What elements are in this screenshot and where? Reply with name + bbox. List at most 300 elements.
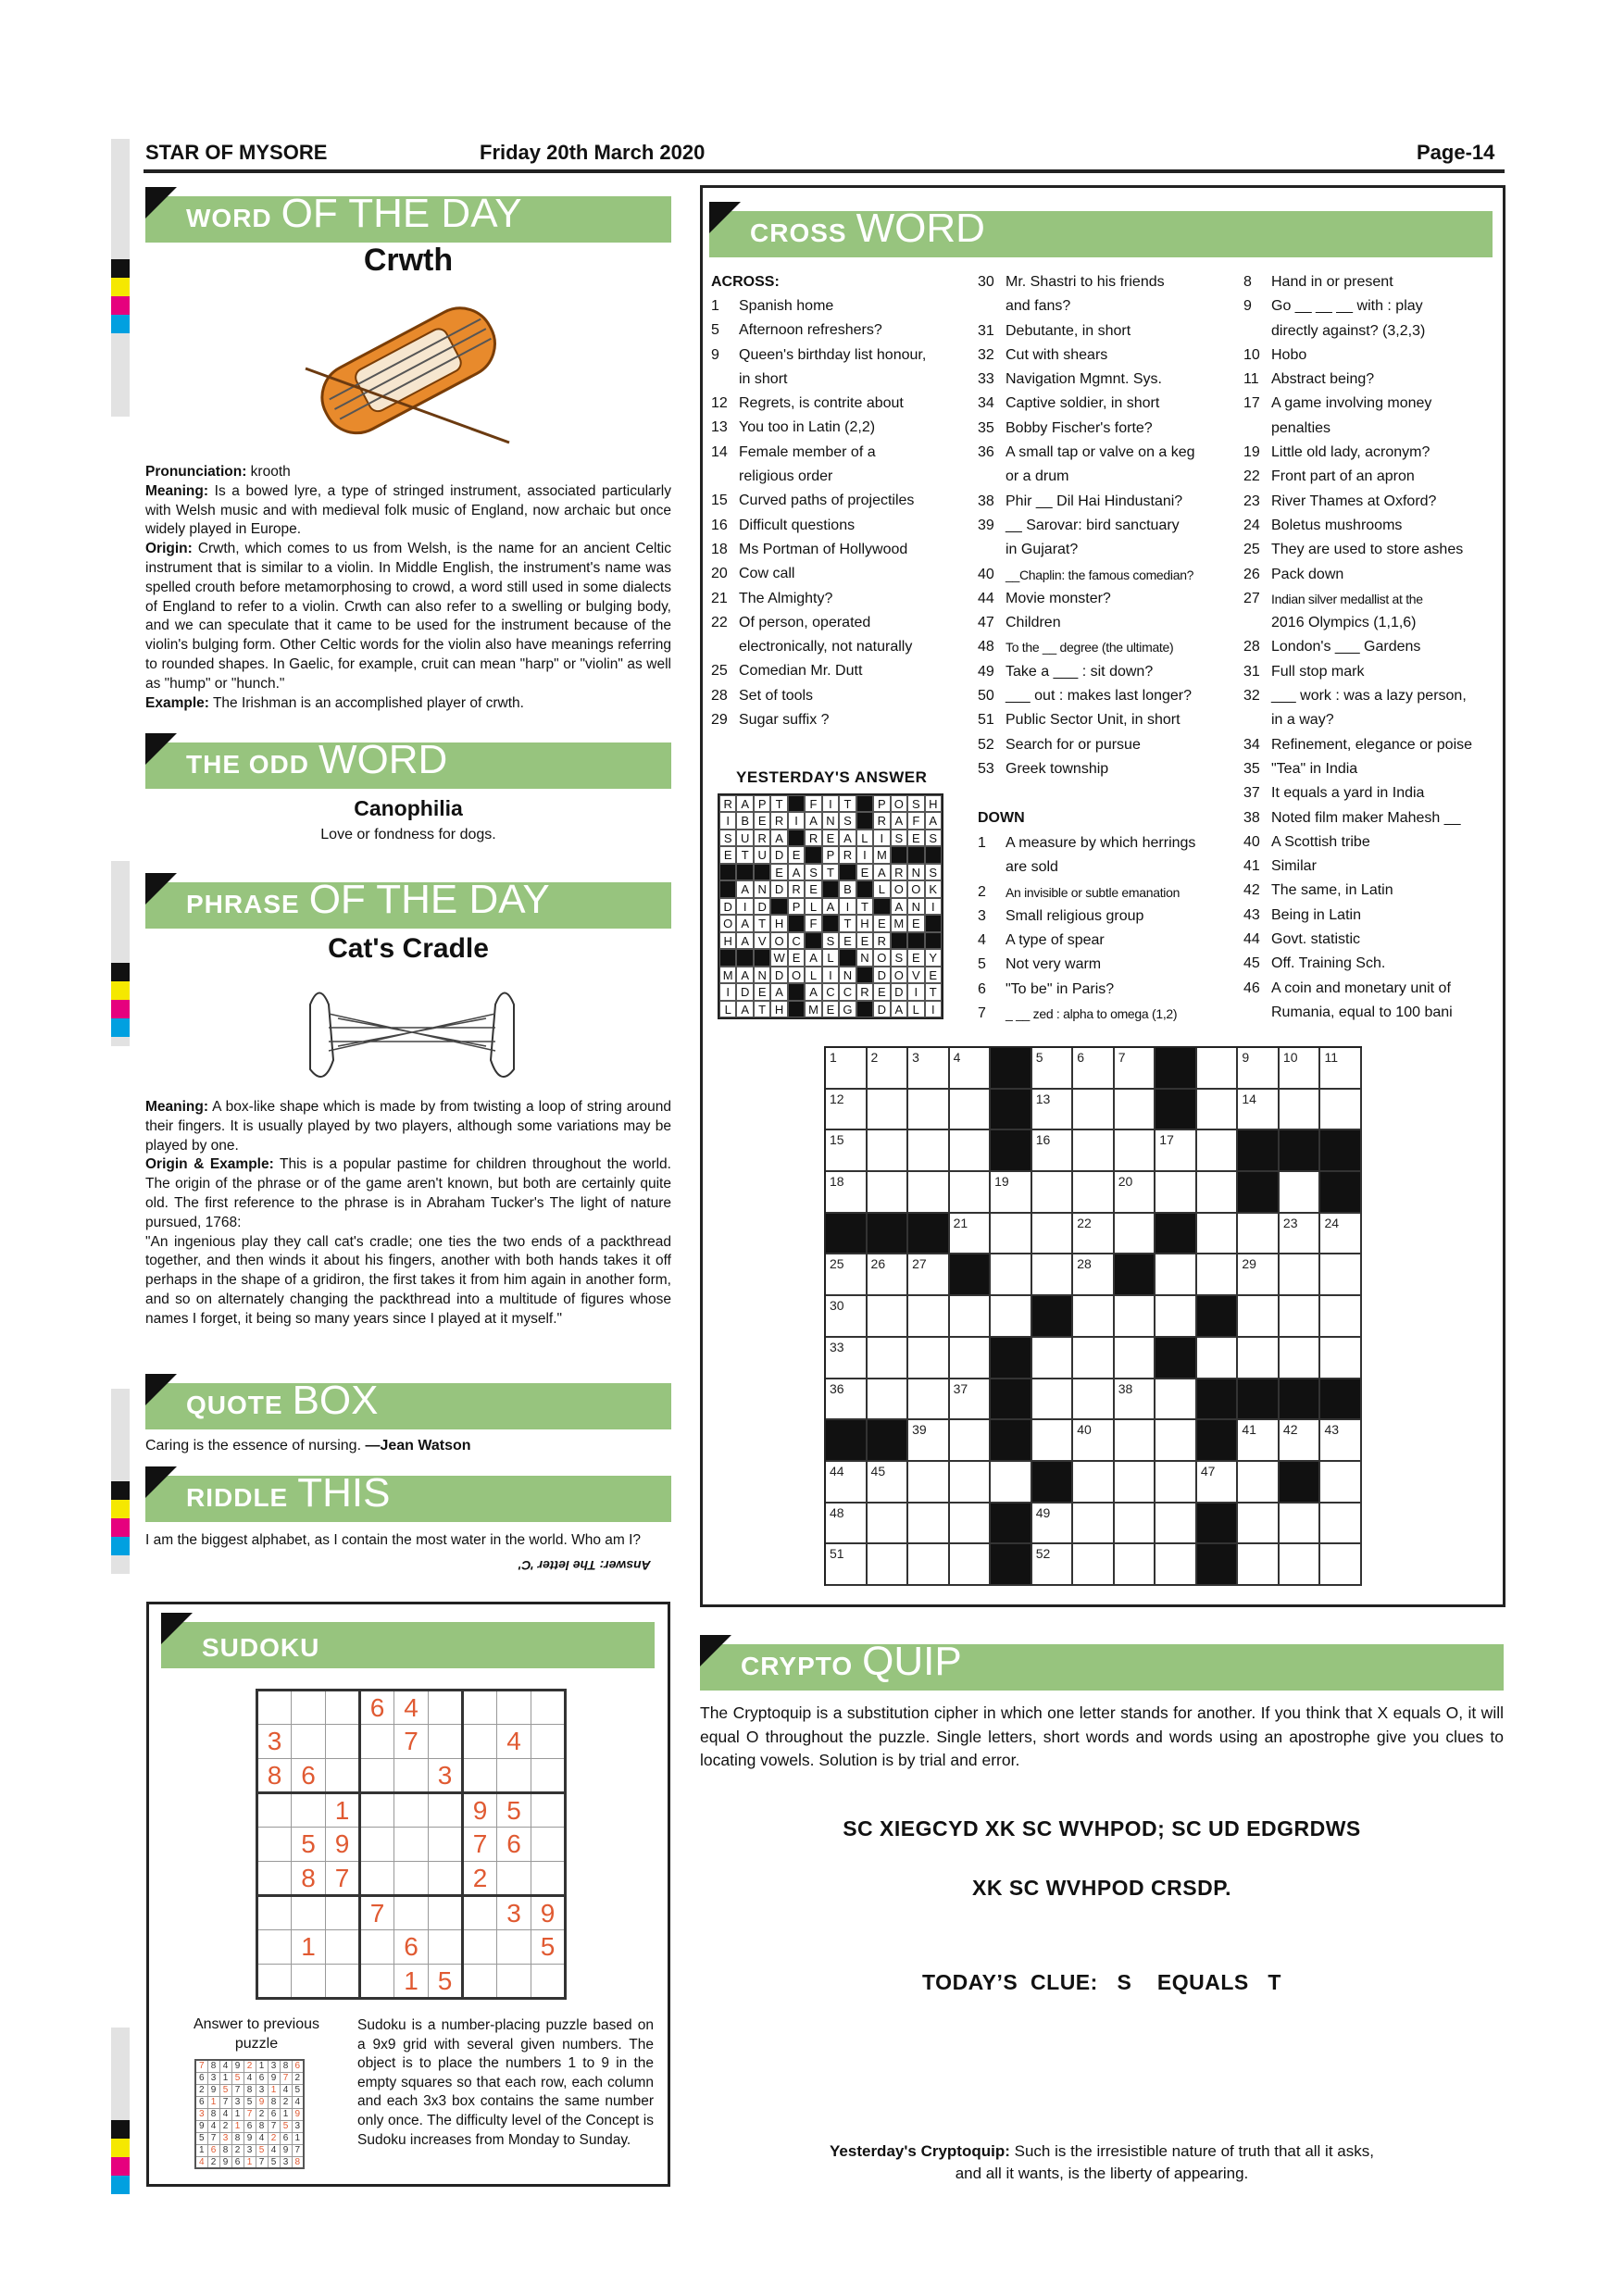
sudoku-cell[interactable] (497, 1965, 531, 1999)
color-marks-2 (111, 963, 130, 1037)
crossword-cell[interactable] (1156, 1420, 1197, 1462)
word-title: Crwth (363, 243, 454, 278)
sudoku-cell[interactable]: 2 (463, 1862, 497, 1896)
crossword-block (1238, 1379, 1280, 1421)
crossword-cell[interactable] (1197, 1338, 1239, 1379)
crossword-cell[interactable]: 15 (826, 1130, 868, 1172)
crossword-cell[interactable]: 25 (826, 1254, 868, 1296)
sudoku-cell[interactable]: 8 (292, 1862, 326, 1896)
crossword-cell[interactable] (1073, 1462, 1115, 1504)
sudoku-cell[interactable]: 6 (394, 1930, 429, 1965)
yesterday-cell (719, 864, 736, 880)
sudoku-grid[interactable] (256, 1689, 567, 2000)
sudoku-cell[interactable] (531, 1965, 566, 1999)
prev-sudoku-cell: 4 (219, 2060, 231, 2072)
sudoku-cell[interactable] (360, 1930, 394, 1965)
sudoku-cell[interactable] (257, 1828, 292, 1862)
crossword-cell[interactable] (1197, 1172, 1239, 1214)
crossword-cell[interactable] (868, 1090, 909, 1131)
sudoku-cell[interactable]: 4 (497, 1725, 531, 1759)
clue-text: Sugar suffix ? (739, 712, 830, 729)
sudoku-cell[interactable] (360, 1965, 394, 1999)
sudoku-cell[interactable]: 1 (326, 1793, 360, 1828)
sudoku-cell[interactable] (394, 1759, 429, 1793)
crossword-cell[interactable]: 29 (1238, 1254, 1280, 1296)
crossword-cell[interactable] (1280, 1544, 1321, 1586)
prev-sudoku-cell: 2 (268, 2132, 280, 2144)
crossword-cell[interactable] (1032, 1254, 1074, 1296)
clue-number: 4 (978, 932, 986, 949)
crossword-cell[interactable]: 52 (1032, 1544, 1074, 1586)
crossword-cell[interactable]: 40 (1073, 1420, 1115, 1462)
sudoku-cell[interactable] (326, 1930, 360, 1965)
sudoku-cell[interactable]: 3 (257, 1725, 292, 1759)
sudoku-cell[interactable] (429, 1691, 463, 1725)
crossword-cell[interactable] (868, 1172, 909, 1214)
crossword-cell[interactable] (1238, 1504, 1280, 1545)
crossword-cell[interactable]: 14 (1238, 1090, 1280, 1131)
crossword-cell[interactable]: 39 (908, 1420, 950, 1462)
sudoku-cell[interactable] (463, 1930, 497, 1965)
crossword-block (1238, 1130, 1280, 1172)
crossword-cell[interactable] (1115, 1544, 1156, 1586)
yesterday-cell: R (770, 812, 787, 829)
crossword-cell[interactable] (1032, 1338, 1074, 1379)
prev-sudoku-cell: 5 (256, 2144, 268, 2156)
crossword-cell[interactable] (1197, 1254, 1239, 1296)
yesterday-cell: I (873, 830, 890, 846)
crossword-cell[interactable]: 43 (1320, 1420, 1362, 1462)
clue-text: An invisible or subtle emanation (1006, 884, 1181, 900)
sudoku-cell[interactable] (257, 1930, 292, 1965)
clue-number (1243, 319, 1271, 343)
crossword-grid[interactable] (824, 1046, 1362, 1586)
phrase-banner: PHRASE OF THE DAY (145, 882, 671, 929)
crossword-cell[interactable] (1115, 1296, 1156, 1338)
sudoku-cell[interactable] (394, 1828, 429, 1862)
crossword-cell[interactable] (1073, 1379, 1115, 1421)
crossword-cell[interactable] (908, 1296, 950, 1338)
crossword-cell[interactable]: 48 (826, 1504, 868, 1545)
clue-row (1243, 538, 1503, 562)
prev-sudoku-cell: 7 (219, 2096, 231, 2108)
crossword-cell[interactable]: 28 (1073, 1254, 1115, 1296)
sudoku-cell[interactable]: 1 (394, 1965, 429, 1999)
sudoku-cell[interactable]: 7 (360, 1896, 394, 1930)
sudoku-cell[interactable] (497, 1691, 531, 1725)
crossword-cell[interactable]: 47 (1197, 1462, 1239, 1504)
crossword-cell[interactable] (991, 1462, 1032, 1504)
crossword-cell[interactable]: 44 (826, 1462, 868, 1504)
clue-text: Indian silver medallist at the (1271, 591, 1423, 606)
clue-number (1243, 708, 1271, 732)
crossword-cell[interactable] (1073, 1544, 1115, 1586)
sudoku-cell[interactable] (257, 1862, 292, 1896)
clue-row (1243, 781, 1503, 805)
sudoku-cell[interactable] (463, 1691, 497, 1725)
clue-number: 20 (711, 566, 728, 582)
crossword-cell[interactable] (1156, 1504, 1197, 1545)
yesterday-cell: M (891, 915, 907, 931)
crossword-cell[interactable] (1320, 1338, 1362, 1379)
crossword-cell[interactable]: 33 (826, 1338, 868, 1379)
sudoku-cell[interactable]: 7 (326, 1862, 360, 1896)
crossword-cell[interactable] (868, 1379, 909, 1421)
crossword-cell[interactable]: 24 (1320, 1214, 1362, 1255)
crossword-block (1156, 1338, 1197, 1379)
sudoku-cell[interactable]: 6 (497, 1828, 531, 1862)
sudoku-cell[interactable] (360, 1725, 394, 1759)
across-clues-col2 (978, 270, 1228, 781)
sudoku-cell[interactable] (292, 1793, 326, 1828)
clue-text: Search for or pursue (1006, 736, 1141, 753)
crossword-cell[interactable] (1032, 1214, 1074, 1255)
crossword-cell[interactable]: 2 (868, 1048, 909, 1090)
yesterday-cell: A (822, 898, 839, 915)
sudoku-cell[interactable]: 6 (292, 1759, 326, 1793)
prev-sudoku-cell: 1 (268, 2084, 280, 2096)
sudoku-cell[interactable] (497, 1759, 531, 1793)
sudoku-cell[interactable]: 1 (292, 1930, 326, 1965)
yesterday-cell (873, 898, 890, 915)
prev-sudoku-cell: 1 (219, 2072, 231, 2084)
crossword-cell[interactable] (1032, 1420, 1074, 1462)
sudoku-cell[interactable] (429, 1862, 463, 1896)
page-number: Page-14 (1417, 141, 1495, 164)
clue-row (1243, 830, 1503, 855)
crossword-cell[interactable] (908, 1090, 950, 1131)
clue-row (978, 611, 1228, 635)
clue-number (711, 368, 739, 392)
yesterday-cell: N (754, 967, 770, 983)
sudoku-cell[interactable]: 9 (531, 1896, 566, 1930)
sudoku-cell[interactable] (292, 1725, 326, 1759)
corner-marker (145, 733, 177, 765)
sudoku-cell[interactable]: 7 (463, 1828, 497, 1862)
crossword-cell[interactable]: 30 (826, 1296, 868, 1338)
clue-number: 13 (711, 419, 728, 436)
crossword-cell[interactable] (950, 1462, 992, 1504)
crossword-cell[interactable]: 6 (1073, 1048, 1115, 1090)
sudoku-cell[interactable] (497, 1930, 531, 1965)
sudoku-cell[interactable] (531, 1793, 566, 1828)
yesterday-cell: D (736, 983, 753, 1000)
sudoku-cell[interactable] (531, 1759, 566, 1793)
crossword-cell[interactable]: 9 (1238, 1048, 1280, 1090)
sudoku-cell[interactable] (429, 1828, 463, 1862)
crossword-cell[interactable] (1197, 1130, 1239, 1172)
crossword-cell[interactable] (1238, 1544, 1280, 1586)
crossword-cell[interactable]: 49 (1032, 1504, 1074, 1545)
crossword-cell[interactable] (950, 1544, 992, 1586)
crossword-cell[interactable] (1073, 1090, 1115, 1131)
crossword-cell[interactable] (1197, 1214, 1239, 1255)
crossword-cell[interactable] (991, 1254, 1032, 1296)
crossword-cell[interactable] (868, 1544, 909, 1586)
crossword-cell[interactable] (950, 1296, 992, 1338)
crossword-cell[interactable]: 19 (991, 1172, 1032, 1214)
crossword-cell[interactable] (1320, 1090, 1362, 1131)
yesterday-cell: I (907, 983, 924, 1000)
sudoku-cell[interactable] (531, 1828, 566, 1862)
clue-row (1243, 294, 1503, 318)
sudoku-cell[interactable] (257, 1793, 292, 1828)
crossword-cell[interactable] (1032, 1379, 1074, 1421)
crossword-cell[interactable]: 7 (1115, 1048, 1156, 1090)
crossword-cell[interactable]: 4 (950, 1048, 992, 1090)
crossword-cell[interactable] (1280, 1296, 1321, 1338)
clue-row (1243, 392, 1503, 416)
clue-row (1243, 855, 1503, 879)
crossword-cell[interactable]: 10 (1280, 1048, 1321, 1090)
sudoku-cell[interactable] (463, 1965, 497, 1999)
crossword-cell[interactable] (868, 1338, 909, 1379)
crossword-cell[interactable] (1115, 1130, 1156, 1172)
yesterday-cell: R (839, 846, 856, 863)
sudoku-cell[interactable] (531, 1725, 566, 1759)
crossword-cell[interactable] (1156, 1254, 1197, 1296)
crossword-block (991, 1544, 1032, 1586)
crossword-cell[interactable] (1320, 1296, 1362, 1338)
sudoku-cell[interactable] (394, 1862, 429, 1896)
sudoku-cell[interactable] (429, 1793, 463, 1828)
sudoku-cell[interactable]: 3 (429, 1759, 463, 1793)
sudoku-cell[interactable] (360, 1759, 394, 1793)
yesterday-cell: L (856, 830, 873, 846)
crossword-cell[interactable] (1115, 1214, 1156, 1255)
clue-row (711, 392, 961, 416)
clue-number: 14 (711, 443, 728, 460)
prev-sudoku-cell: 1 (231, 2120, 244, 2132)
crossword-cell[interactable] (950, 1504, 992, 1545)
crossword-cell[interactable] (1156, 1296, 1197, 1338)
sudoku-cell[interactable] (326, 1725, 360, 1759)
sudoku-cell[interactable]: 8 (257, 1759, 292, 1793)
crossword-cell[interactable]: 23 (1280, 1214, 1321, 1255)
crossword-cell[interactable] (991, 1296, 1032, 1338)
clue-text: Curved paths of projectiles (739, 493, 915, 509)
sudoku-cell[interactable]: 9 (326, 1828, 360, 1862)
sudoku-cell[interactable] (429, 1725, 463, 1759)
clue-row (978, 660, 1228, 684)
crossword-cell[interactable]: 36 (826, 1379, 868, 1421)
crossword-cell[interactable] (1156, 1462, 1197, 1504)
crossword-cell[interactable] (908, 1504, 950, 1545)
sudoku-cell[interactable] (429, 1930, 463, 1965)
yesterday-cell (839, 864, 856, 880)
clue-text: __Chaplin: the famous comedian? (1006, 567, 1194, 582)
crossword-cell[interactable] (1320, 1504, 1362, 1545)
crossword-banner: CROSS WORD (709, 211, 1493, 257)
paper-name: STAR OF MYSORE (145, 141, 328, 164)
sudoku-cell[interactable] (531, 1862, 566, 1896)
crossword-cell[interactable] (908, 1379, 950, 1421)
sudoku-cell[interactable] (326, 1896, 360, 1930)
crossword-cell[interactable] (1156, 1544, 1197, 1586)
masthead-rule (144, 169, 1505, 173)
crossword-cell[interactable] (950, 1420, 992, 1462)
crossword-cell[interactable]: 11 (1320, 1048, 1362, 1090)
sudoku-cell[interactable] (463, 1725, 497, 1759)
yesterday-cell: E (907, 949, 924, 966)
clue-text: The same, in Latin (1271, 882, 1393, 899)
crossword-cell[interactable] (868, 1130, 909, 1172)
clue-row (1243, 660, 1503, 684)
sudoku-cell[interactable] (463, 1896, 497, 1930)
sudoku-cell[interactable]: 9 (463, 1793, 497, 1828)
prev-sudoku-cell: 4 (256, 2132, 268, 2144)
sudoku-cell[interactable] (463, 1759, 497, 1793)
sudoku-cell[interactable] (497, 1862, 531, 1896)
crossword-cell[interactable]: 22 (1073, 1214, 1115, 1255)
crossword-cell[interactable]: 41 (1238, 1420, 1280, 1462)
crossword-cell[interactable]: 5 (1032, 1048, 1074, 1090)
crossword-cell[interactable] (1280, 1172, 1321, 1214)
sudoku-cell[interactable] (326, 1965, 360, 1999)
crossword-cell[interactable]: 12 (826, 1090, 868, 1131)
clue-row (711, 708, 961, 732)
crossword-cell[interactable] (1032, 1172, 1074, 1214)
crossword-cell[interactable] (1115, 1338, 1156, 1379)
yesterday-cell: P (754, 795, 770, 812)
crossword-cell[interactable]: 1 (826, 1048, 868, 1090)
down-clues-col3 (1243, 270, 1503, 1025)
crossword-cell[interactable] (1280, 1504, 1321, 1545)
sudoku-cell[interactable] (394, 1896, 429, 1930)
crossword-cell[interactable] (1320, 1544, 1362, 1586)
crossword-cell[interactable]: 26 (868, 1254, 909, 1296)
sudoku-cell[interactable] (360, 1828, 394, 1862)
clue-text: River Thames at Oxford? (1271, 493, 1437, 509)
crossword-cell[interactable] (1115, 1090, 1156, 1131)
crossword-cell[interactable] (1073, 1504, 1115, 1545)
sudoku-cell[interactable] (292, 1965, 326, 1999)
crossword-cell[interactable] (1320, 1462, 1362, 1504)
crossword-cell[interactable] (1073, 1296, 1115, 1338)
sudoku-cell[interactable] (360, 1862, 394, 1896)
yesterday-cell: A (873, 864, 890, 880)
crossword-cell[interactable] (1156, 1379, 1197, 1421)
crossword-cell[interactable] (1073, 1130, 1115, 1172)
yesterday-cell: R (754, 830, 770, 846)
prev-sudoku-cell: 9 (244, 2132, 256, 2144)
crossword-cell[interactable]: 17 (1156, 1130, 1197, 1172)
clue-text: Little old lady, acronym? (1271, 444, 1430, 461)
crossword-cell[interactable] (908, 1544, 950, 1586)
crossword-cell[interactable]: 27 (908, 1254, 950, 1296)
yesterday-cell: E (822, 1001, 839, 1017)
crossword-cell[interactable] (1115, 1504, 1156, 1545)
clue-row (711, 611, 961, 635)
crossword-cell[interactable] (1320, 1254, 1362, 1296)
sudoku-cell[interactable] (360, 1793, 394, 1828)
crossword-cell[interactable] (1197, 1048, 1239, 1090)
sudoku-cell[interactable] (257, 1691, 292, 1725)
sudoku-cell[interactable] (429, 1896, 463, 1930)
sudoku-cell[interactable] (531, 1691, 566, 1725)
crossword-cell[interactable] (1238, 1214, 1280, 1255)
sudoku-cell[interactable] (292, 1691, 326, 1725)
crossword-cell[interactable] (1197, 1090, 1239, 1131)
yesterday-cell: I (788, 812, 805, 829)
crossword-cell[interactable]: 42 (1280, 1420, 1321, 1462)
crossword-cell[interactable] (1115, 1462, 1156, 1504)
clue-text: Pack down (1271, 566, 1344, 582)
sudoku-cell[interactable]: 5 (292, 1828, 326, 1862)
sudoku-cell[interactable]: 5 (429, 1965, 463, 1999)
sudoku-cell[interactable]: 6 (360, 1691, 394, 1725)
clue-row (978, 319, 1228, 343)
clue-text: A small tap or valve on a keg (1006, 444, 1195, 461)
crossword-cell[interactable] (950, 1130, 992, 1172)
sudoku-cell[interactable]: 5 (497, 1793, 531, 1828)
crossword-cell[interactable] (908, 1130, 950, 1172)
crossword-cell[interactable]: 38 (1115, 1379, 1156, 1421)
crossword-cell[interactable] (868, 1296, 909, 1338)
sudoku-cell[interactable]: 5 (531, 1930, 566, 1965)
crossword-cell[interactable] (908, 1462, 950, 1504)
crossword-cell[interactable]: 20 (1115, 1172, 1156, 1214)
crossword-cell[interactable]: 13 (1032, 1090, 1074, 1131)
yesterday-cell: T (822, 864, 839, 880)
crossword-block (1280, 1462, 1321, 1504)
sudoku-cell[interactable] (292, 1896, 326, 1930)
crossword-cell[interactable] (1280, 1090, 1321, 1131)
crossword-cell[interactable] (950, 1172, 992, 1214)
crossword-cell[interactable] (1238, 1296, 1280, 1338)
crossword-cell[interactable] (1073, 1338, 1115, 1379)
prev-sudoku-cell: 9 (292, 2108, 304, 2120)
crossword-cell[interactable]: 18 (826, 1172, 868, 1214)
crossword-cell[interactable]: 37 (950, 1379, 992, 1421)
sudoku-cell[interactable] (257, 1965, 292, 1999)
crossword-cell[interactable]: 51 (826, 1544, 868, 1586)
crossword-cell[interactable]: 3 (908, 1048, 950, 1090)
clue-row (978, 417, 1228, 441)
crossword-cell[interactable] (908, 1172, 950, 1214)
yesterday-cell: E (770, 864, 787, 880)
crossword-cell[interactable] (1073, 1172, 1115, 1214)
sudoku-cell[interactable]: 4 (394, 1691, 429, 1725)
crossword-cell[interactable]: 16 (1032, 1130, 1074, 1172)
crossword-cell[interactable] (1280, 1338, 1321, 1379)
crossword-cell[interactable] (950, 1338, 992, 1379)
crossword-cell[interactable] (1238, 1338, 1280, 1379)
clue-row (711, 294, 961, 318)
clue-text: Boletus mushrooms (1271, 517, 1403, 533)
sudoku-cell[interactable] (326, 1759, 360, 1793)
crossword-cell[interactable] (1115, 1420, 1156, 1462)
crossword-cell[interactable] (991, 1214, 1032, 1255)
sudoku-cell[interactable] (326, 1691, 360, 1725)
crossword-cell[interactable] (1238, 1462, 1280, 1504)
sudoku-cell[interactable] (257, 1896, 292, 1930)
crossword-cell[interactable] (868, 1504, 909, 1545)
sudoku-cell[interactable] (394, 1793, 429, 1828)
crossword-cell[interactable] (908, 1338, 950, 1379)
sudoku-cell[interactable]: 7 (394, 1725, 429, 1759)
crossword-cell[interactable]: 45 (868, 1462, 909, 1504)
prev-sudoku-cell: 6 (231, 2156, 244, 2168)
crossword-cell[interactable] (1156, 1172, 1197, 1214)
crossword-cell[interactable] (1280, 1254, 1321, 1296)
sudoku-cell[interactable]: 3 (497, 1896, 531, 1930)
crossword-cell[interactable] (950, 1090, 992, 1131)
yesterday-cell: H (770, 915, 787, 931)
crossword-cell[interactable]: 21 (950, 1214, 992, 1255)
crossword-block (991, 1048, 1032, 1090)
clue-number: 48 (978, 639, 994, 655)
